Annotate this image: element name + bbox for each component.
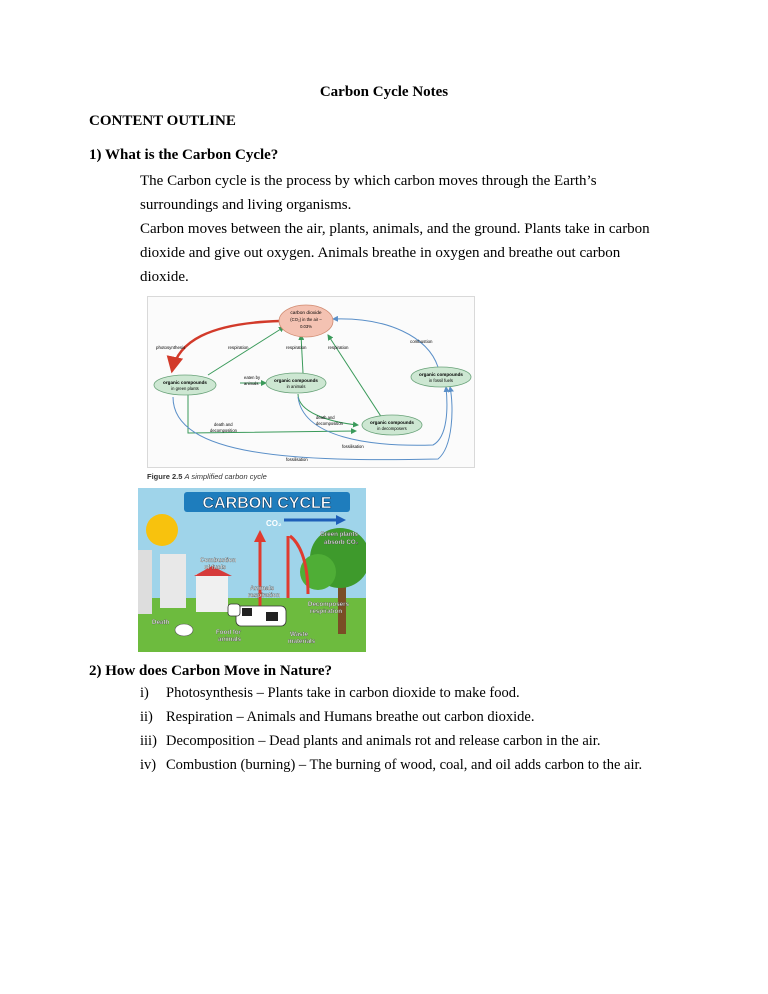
list-item-text: Decomposition – Dead plants and animals rot and release carbon in the air. xyxy=(166,733,601,749)
combustion-label: combustion xyxy=(410,339,433,344)
cow-spot-icon xyxy=(242,608,252,616)
death-decomposition-label-a: death and xyxy=(316,415,335,420)
green-plants-label: organic compounds xyxy=(163,380,207,385)
carbon-cycle-diagram-svg xyxy=(148,297,474,467)
carbon-cycle-illustration xyxy=(138,488,366,652)
food-label: Food for xyxy=(216,629,242,636)
animal-respiration-arrow xyxy=(301,335,303,373)
section1-para2-line3: dioxide. xyxy=(140,269,189,285)
section1-para2-line2: dioxide and give out oxygen. Animals breathe in oxygen and breathe out carbon xyxy=(140,245,621,261)
decomposers-label: organic compounds xyxy=(370,420,414,425)
document-title: Carbon Cycle Notes xyxy=(319,84,449,100)
section2-heading: 2) How does Carbon Move in Nature? xyxy=(89,663,333,679)
list-item-number: iv) xyxy=(140,757,157,773)
section1-para1-line1: The Carbon cycle is the process by which carbon moves through the Earth’s xyxy=(140,173,597,189)
animals-label: organic compounds xyxy=(274,378,318,383)
respiration-label-2: respiration xyxy=(286,345,307,350)
green-plants-label-2: absorb CO₂ xyxy=(324,539,359,546)
combustion-label-2: of fuels xyxy=(204,564,227,571)
green-plants-label: Green plants xyxy=(320,531,358,538)
death-label: Death xyxy=(152,619,170,626)
banner-title: CARBON CYCLE xyxy=(202,495,332,512)
list-item-number: iii) xyxy=(140,733,157,749)
decomposers-label-2: respiration xyxy=(310,608,342,615)
house-icon xyxy=(196,574,228,612)
cow-spot-icon-2 xyxy=(266,612,278,621)
animals-node xyxy=(266,373,326,393)
fossilisation-label-1: fossilisation xyxy=(342,444,364,449)
list-item-number: i) xyxy=(140,685,149,701)
list-item-text: Respiration – Animals and Humans breathe out carbon dioxide. xyxy=(166,709,535,725)
decomposers-label: Decomposers xyxy=(308,601,349,608)
co2-label: CO₂ xyxy=(266,519,282,528)
sun-icon xyxy=(146,514,178,546)
fossilisation-label-2: fossilisation xyxy=(286,457,308,462)
waste-label: Waste xyxy=(290,631,308,638)
factory-icon xyxy=(160,554,186,608)
decomposers-label-2: in decomposers xyxy=(377,426,407,431)
respiration-label-1: respiration xyxy=(228,345,249,350)
figure-caption-text: A simplified carbon cycle xyxy=(184,472,267,481)
cow-head-icon xyxy=(228,604,240,616)
plant-respiration-arrow xyxy=(208,327,284,375)
combustion-label: Combustion xyxy=(200,557,237,564)
fossil-fuels-label: organic compounds xyxy=(419,372,463,377)
decomposers-node xyxy=(362,415,422,435)
food-label-2: animals xyxy=(218,636,242,643)
fossil-fuels-node xyxy=(411,367,471,387)
list-item-text: Photosynthesis – Plants take in carbon dioxide to make food. xyxy=(166,685,520,701)
list-item xyxy=(140,709,534,726)
photosynthesis-label: photosynthesis xyxy=(156,345,186,350)
list-item-text: Combustion (burning) – The burning of wood, coal, and oil adds carbon to the air. xyxy=(166,757,643,773)
figure-caption-number: Figure 2.5 xyxy=(147,472,183,481)
content-outline-heading: CONTENT OUTLINE xyxy=(89,113,236,129)
green-plants-label-2: in green plants xyxy=(171,386,199,391)
list-item xyxy=(140,757,642,774)
animals-respiration-label-2: respiration xyxy=(248,592,280,599)
death-decomposition-label-b2: decomposition xyxy=(210,428,238,433)
section1-para2-line1: Carbon moves between the air, plants, animals, and the ground. Plants take in carbon xyxy=(140,221,650,237)
co2-node-label-3: 0.03% xyxy=(300,324,312,329)
animals-respiration-label: Animals xyxy=(250,585,275,592)
co2-node-label-2: (CO₂) in the air – xyxy=(290,317,322,322)
section1-para1-line2: surroundings and living organisms. xyxy=(140,197,352,213)
building-icon xyxy=(138,550,152,614)
death-decomposition-label-a2: decomposition xyxy=(316,421,344,426)
waste-label-2: materials xyxy=(288,638,316,645)
death-decomposition-label-b: death and xyxy=(214,422,233,427)
section1-heading: 1) What is the Carbon Cycle? xyxy=(89,147,279,163)
eaten-label-2: animals xyxy=(244,381,259,386)
figure-caption xyxy=(147,472,267,481)
duck-icon xyxy=(175,624,193,636)
green-plants-node xyxy=(154,375,216,395)
list-item xyxy=(140,733,600,750)
respiration-label-3: respiration xyxy=(328,345,349,350)
fossil-fuels-label-2: in fossil fuels xyxy=(429,378,453,383)
list-item xyxy=(140,685,520,702)
list-item-number: ii) xyxy=(140,709,153,725)
animals-label-2: in animals xyxy=(286,384,306,389)
carbon-cycle-illustration-svg xyxy=(138,488,366,652)
carbon-cycle-diagram xyxy=(147,296,475,468)
eaten-label: eaten by xyxy=(244,375,261,380)
co2-node-label: carbon dioxide xyxy=(290,311,322,316)
